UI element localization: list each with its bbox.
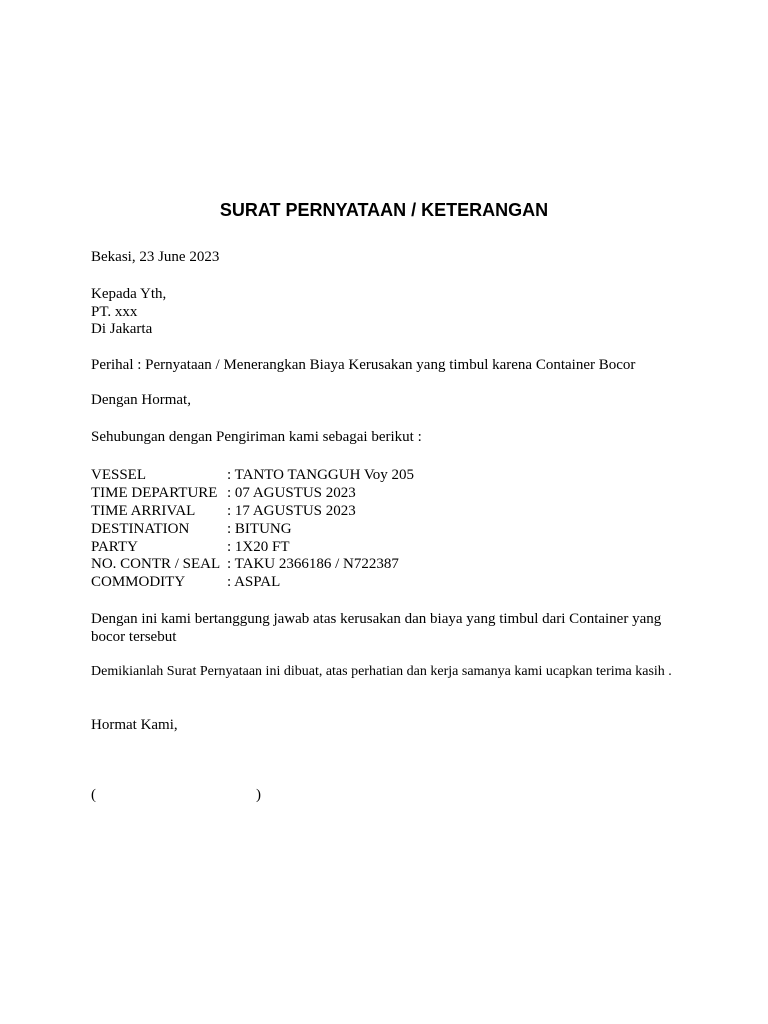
detail-value: : BITUNG (227, 521, 292, 537)
recipient-city: Di Jakarta (91, 321, 153, 337)
recipient-company: PT. xxx (91, 304, 138, 320)
detail-value: : 17 AGUSTUS 2023 (227, 503, 356, 519)
signature-bracket-close: ) (256, 787, 261, 803)
detail-label: TIME ARRIVAL (91, 503, 196, 519)
detail-value: : TAKU 2366186 / N722387 (227, 556, 399, 572)
closing-paragraph: Demikianlah Surat Pernyataan ini dibuat, atas perhatian dan kerja samanya kami ucapkan terima kasih . (91, 664, 672, 679)
detail-label: DESTINATION (91, 521, 190, 537)
statement-paragraph: Dengan ini kami bertanggung jawab atas kerusakan dan biaya yang timbul dari Container yang bocor tersebut (91, 611, 662, 645)
detail-label: COMMODITY (91, 574, 186, 590)
greeting: Dengan Hormat, (91, 392, 191, 408)
place-date: Bekasi, 23 June 2023 (91, 249, 220, 265)
document-title: SURAT PERNYATAAN / KETERANGAN (219, 200, 549, 220)
signature-bracket-open: ( (91, 787, 96, 803)
detail-value: : ASPAL (227, 574, 281, 590)
detail-label: TIME DEPARTURE (91, 485, 218, 501)
detail-label: VESSEL (91, 467, 147, 483)
detail-value: : 07 AGUSTUS 2023 (227, 485, 356, 501)
subject-line: Perihal : Pernyataan / Menerangkan Biaya Kerusakan yang timbul karena Container Bocor (91, 357, 636, 373)
detail-value: : TANTO TANGGUH Voy 205 (227, 467, 415, 483)
intro-text: Sehubungan dengan Pengiriman kami sebagai berikut : (91, 429, 422, 445)
sign-off: Hormat Kami, (91, 717, 178, 733)
detail-label: PARTY (91, 539, 138, 555)
detail-label: NO. CONTR / SEAL (91, 556, 221, 572)
recipient-salutation: Kepada Yth, (91, 286, 167, 302)
detail-value: : 1X20 FT (227, 539, 290, 555)
